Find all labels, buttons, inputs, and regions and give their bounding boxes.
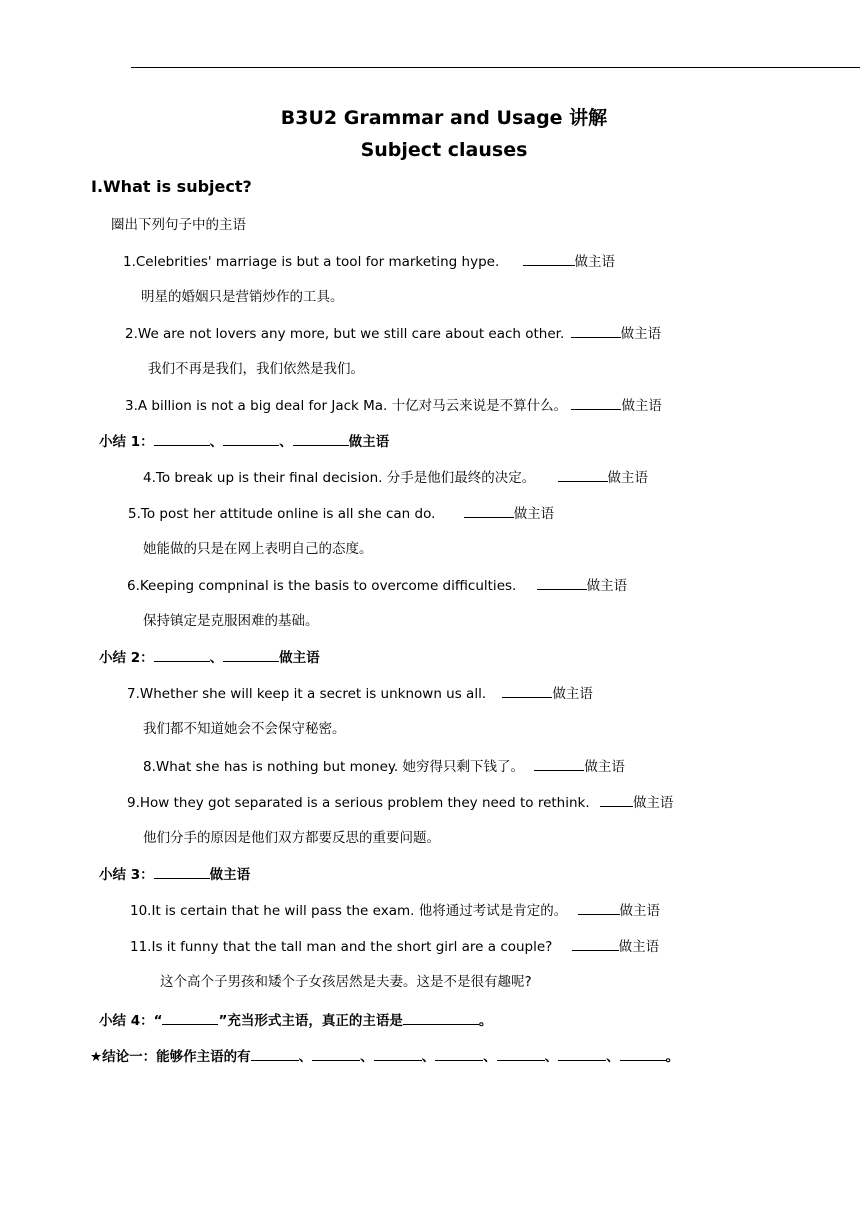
conclusion-blank-6[interactable]	[558, 1047, 606, 1061]
separator: 、	[209, 650, 224, 666]
summary-2-blank-1[interactable]	[154, 648, 210, 662]
summary-1-blank-1[interactable]	[154, 432, 210, 446]
blank-suffix: 做主语	[619, 903, 661, 919]
answer-blank-8[interactable]	[534, 757, 584, 771]
summary-3-blank-1[interactable]	[154, 865, 210, 879]
sentence-1	[123, 252, 615, 271]
separator: 、	[544, 1049, 559, 1065]
summary-3	[99, 865, 250, 884]
separator: 、	[279, 434, 293, 450]
document-subtitle: Subject clauses	[360, 139, 528, 161]
separator: 、	[483, 1049, 497, 1065]
summary-2-label: 小结 2：	[99, 650, 154, 666]
sentence-4-text: 4.To break up is their final decision. 分手是他们最终的决定。	[143, 470, 536, 486]
summary-4-label: 小结 4：	[99, 1013, 154, 1029]
separator: 、	[606, 1049, 620, 1065]
summary-4	[99, 1011, 492, 1030]
separator: 、	[421, 1049, 436, 1065]
sentence-3	[125, 396, 662, 415]
answer-blank-10[interactable]	[578, 901, 620, 915]
answer-blank-11[interactable]	[572, 937, 619, 951]
summary-4-blank-2[interactable]	[403, 1011, 479, 1025]
sentence-8	[143, 757, 625, 776]
sentence-7-text: 7.Whether she will keep it a secret is unknown us all.	[127, 686, 487, 702]
blank-suffix: 做主语	[584, 759, 625, 775]
sentence-6-text: 6.Keeping compninal is the basis to overcome difficulties.	[127, 578, 517, 594]
answer-blank-6[interactable]	[537, 576, 587, 590]
answer-blank-9[interactable]	[600, 793, 633, 807]
section-heading: Ⅰ.What is subject?	[91, 177, 252, 196]
summary-1-label: 小结 1：	[99, 434, 154, 450]
summary-1-blank-2[interactable]	[223, 432, 279, 446]
sentence-11-translation: 这个高个子男孩和矮个子女孩居然是夫妻。这是不是很有趣呢?	[160, 974, 532, 990]
separator: 、	[209, 434, 224, 450]
blank-suffix: 做主语	[586, 578, 628, 594]
sentence-6-translation: 保持镇定是克服困难的基础。	[143, 613, 319, 629]
summary-1	[99, 432, 389, 451]
conclusion-1	[90, 1047, 679, 1066]
sentence-7	[127, 684, 593, 703]
conclusion-label: ★结论一：能够作主语的有	[90, 1049, 251, 1065]
blank-suffix: 做主语	[552, 686, 593, 702]
conclusion-blank-4[interactable]	[435, 1047, 483, 1061]
summary-4-mid: ”充当形式主语，真正的主语是	[218, 1013, 403, 1029]
sentence-2	[125, 324, 661, 343]
sentence-9	[127, 793, 673, 812]
blank-suffix: 做主语	[621, 398, 662, 414]
summary-1-blank-3[interactable]	[293, 432, 349, 446]
sentence-4	[143, 468, 648, 487]
summary-2	[99, 648, 320, 667]
instruction: 圈出下列句子中的主语	[111, 217, 246, 233]
answer-blank-2[interactable]	[571, 324, 621, 338]
sentence-11	[130, 937, 659, 956]
answer-blank-4[interactable]	[558, 468, 608, 482]
conclusion-blank-7[interactable]	[620, 1047, 666, 1061]
conclusion-blank-1[interactable]	[251, 1047, 299, 1061]
separator: 、	[298, 1049, 313, 1065]
blank-suffix: 做主语	[279, 650, 320, 666]
sentence-2-translation: 我们不再是我们，我们依然是我们。	[148, 361, 364, 377]
blank-suffix: 做主语	[607, 470, 649, 486]
answer-blank-7[interactable]	[502, 684, 552, 698]
blank-suffix: 做主语	[513, 506, 555, 522]
blank-suffix: 做主语	[632, 795, 674, 811]
sentence-9-translation: 他们分手的原因是他们双方都要反思的重要问题。	[143, 830, 440, 846]
blank-suffix: 做主语	[209, 867, 251, 883]
answer-blank-1[interactable]	[523, 252, 575, 266]
header-rule	[131, 67, 860, 68]
answer-blank-3[interactable]	[571, 396, 621, 410]
sentence-9-text: 9.How they got separated is a serious problem they need to rethink.	[127, 795, 590, 811]
sentence-2-text: 2.We are not lovers any more, but we still care about each other.	[125, 326, 565, 342]
sentence-3-text: 3.A billion is not a big deal for Jack Ma. 十亿对马云来说是不算什么。	[125, 398, 568, 414]
open-quote: “	[153, 1013, 163, 1029]
conclusion-end: 。	[665, 1049, 680, 1065]
sentence-1-translation: 明星的婚姻只是营销炒作的工具。	[141, 289, 344, 305]
separator: 、	[360, 1049, 374, 1065]
summary-4-end: 。	[478, 1013, 493, 1029]
sentence-5-translation: 她能做的只是在网上表明自己的态度。	[143, 541, 373, 557]
sentence-10	[130, 901, 660, 920]
summary-3-label: 小结 3：	[99, 867, 154, 883]
sentence-8-text: 8.What she has is nothing but money. 她穷得只剩下钱了。	[143, 759, 525, 775]
blank-suffix: 做主语	[574, 254, 616, 270]
conclusion-blank-5[interactable]	[497, 1047, 545, 1061]
sentence-7-translation: 我们都不知道她会不会保守秘密。	[143, 721, 346, 737]
document-title: B3U2 Grammar and Usage 讲解	[280, 107, 608, 129]
blank-suffix: 做主语	[618, 939, 660, 955]
summary-2-blank-2[interactable]	[223, 648, 279, 662]
answer-blank-5[interactable]	[464, 504, 514, 518]
sentence-1-text: 1.Celebrities' marriage is but a tool for marketing hype.	[123, 254, 500, 270]
conclusion-blank-3[interactable]	[374, 1047, 422, 1061]
conclusion-blank-2[interactable]	[312, 1047, 360, 1061]
sentence-6	[127, 576, 627, 595]
sentence-11-text: 11.Is it funny that the tall man and the short girl are a couple?	[130, 939, 553, 955]
sentence-5	[128, 504, 554, 523]
sentence-10-text: 10.It is certain that he will pass the exam. 他将通过考试是肯定的。	[130, 903, 568, 919]
blank-suffix: 做主语	[620, 326, 662, 342]
blank-suffix: 做主语	[348, 434, 390, 450]
summary-4-blank-1[interactable]	[162, 1011, 218, 1025]
sentence-5-text: 5.To post her attitude online is all she can do.	[128, 506, 436, 522]
